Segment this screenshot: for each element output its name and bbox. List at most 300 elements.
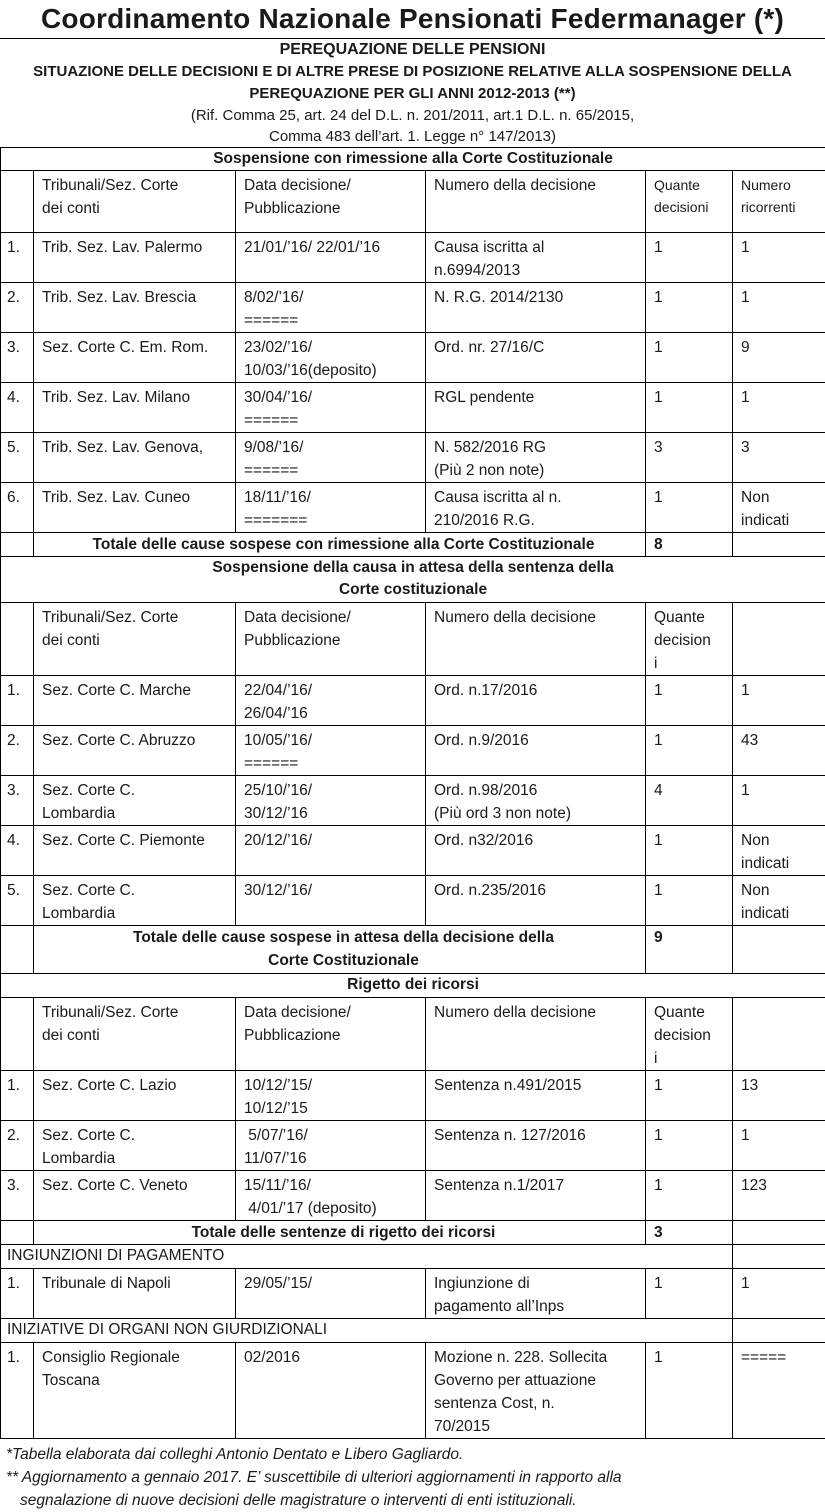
cell-text-line: Numero [741, 174, 825, 196]
table-cell: 1. [1, 233, 34, 283]
table-cell [236, 876, 426, 926]
table-cell: 1. [1, 1269, 34, 1319]
cell-text-line: Sentenza n.1/2017 [434, 1174, 645, 1197]
cell-text-line: Ord. n32/2016 [434, 829, 645, 852]
table-cell: 1 [646, 233, 733, 283]
table-cell: 2. [1, 1121, 34, 1171]
cell-text-line: Pubblicazione [244, 197, 425, 220]
section-1-total-row [1, 533, 825, 557]
table-cell [236, 676, 426, 726]
cell-text-line: decision [654, 1024, 732, 1047]
cell-text-line: 5/07/’16/ [244, 1124, 425, 1147]
cell-text-line: Sez. Corte C. Veneto [42, 1174, 235, 1197]
table-cell [733, 1221, 825, 1245]
table-cell: 1 [646, 726, 733, 776]
cell-text-line [434, 1197, 645, 1220]
table-cell [34, 776, 236, 826]
cell-text-line: Sez. Corte C. Em. Rom. [42, 336, 235, 359]
cell-text-line [42, 359, 235, 382]
cell-text-line [42, 509, 235, 532]
cell-text-line: 15/11/’16/ [244, 1174, 425, 1197]
table-cell [733, 926, 825, 974]
cell-text-line [741, 1097, 825, 1120]
cell-text-line: 8/02/’16/ [244, 286, 425, 309]
table-cell [236, 383, 426, 433]
cell-text-line: 10/03/’16(deposito) [244, 359, 425, 382]
cell-text-line: 10/12/’15/ [244, 1074, 425, 1097]
section-2-title [1, 557, 825, 603]
table-row [1, 776, 825, 826]
cell-text-line [741, 359, 825, 382]
col-header-number: Numero della decisione [426, 171, 646, 233]
table-cell: 1 [646, 483, 733, 533]
table-cell: 1 [646, 676, 733, 726]
cell-text-line [434, 309, 645, 332]
table-cell [426, 233, 646, 283]
table-cell: 4. [1, 826, 34, 876]
table-row [1, 826, 825, 876]
table-cell: 1 [646, 826, 733, 876]
cell-text-line: 1 [741, 386, 825, 409]
col-header-number: Numero della decisione [426, 603, 646, 676]
table-cell [34, 1121, 236, 1171]
table-cell [733, 1071, 825, 1121]
table-cell [34, 726, 236, 776]
table-row [1, 726, 825, 776]
table-cell: 4. [1, 383, 34, 433]
cell-text-line: Quante [654, 606, 732, 629]
cell-text-line [434, 702, 645, 725]
cell-text-line: 11/07/’16 [244, 1147, 425, 1170]
col-header-number: Numero della decisione [426, 998, 646, 1071]
cell-text-line: Trib. Sez. Lav. Milano [42, 386, 235, 409]
cell-text-line [434, 902, 645, 925]
section-4-title: INGIUNZIONI DI PAGAMENTO [1, 1245, 733, 1269]
cell-text-line: Sez. Corte C. Piemonte [42, 829, 235, 852]
section-1-title: Sospensione con rimessione alla Corte Costituzionale [1, 148, 825, 171]
cell-text-line: ====== [244, 409, 425, 432]
table-cell [733, 333, 825, 383]
cell-text-line: 210/2016 R.G. [434, 509, 645, 532]
cell-text-line: ====== [244, 752, 425, 775]
cell-text-line: Lombardia [42, 802, 235, 825]
reference-line-1: (Rif. Comma 25, art. 24 del D.L. n. 201/2011, art.1 D.L. n. 65/2015, [0, 105, 825, 126]
cell-text-line: Ord. n.98/2016 [434, 779, 645, 802]
cell-text-line: Ord. nr. 27/16/C [434, 336, 645, 359]
table-cell: 1. [1, 1343, 34, 1439]
table-cell [426, 1269, 646, 1319]
cell-text-line: ====== [244, 459, 425, 482]
cell-text-line: 25/10/’16/ [244, 779, 425, 802]
table-cell: 4 [646, 776, 733, 826]
section-4-title-row [1, 1245, 825, 1269]
cell-text-line: Ord. n.235/2016 [434, 879, 645, 902]
cell-text-line [434, 409, 645, 432]
section-3-total-row [1, 1221, 825, 1245]
table-row [1, 283, 825, 333]
section-1-total-label: Totale delle cause sospese con rimessione alla Corte Costituzionale [34, 533, 646, 557]
cell-text-line [244, 259, 425, 282]
col-header-tribunal [34, 603, 236, 676]
cell-text-line [434, 1147, 645, 1170]
col-header-date [236, 998, 426, 1071]
cell-text-line: Sez. Corte C. Abruzzo [42, 729, 235, 752]
cell-text-line [42, 459, 235, 482]
table-cell [34, 1171, 236, 1221]
table-cell: 1 [646, 383, 733, 433]
cell-text-line [42, 309, 235, 332]
heading-line-2: PEREQUAZIONE PER GLI ANNI 2012-2013 (**) [0, 83, 825, 105]
table-cell: 3. [1, 776, 34, 826]
cell-text-line: Tribunali/Sez. Corte [42, 606, 235, 629]
cell-text-line: Causa iscritta al [434, 236, 645, 259]
table-cell [426, 676, 646, 726]
table-row [1, 433, 825, 483]
section-3-title: Rigetto dei ricorsi [1, 974, 825, 998]
table-row [1, 676, 825, 726]
table-cell [733, 1171, 825, 1221]
cell-text-line: ricorrenti [741, 196, 825, 218]
cell-text-line [42, 409, 235, 432]
cell-text-line [741, 259, 825, 282]
table-cell [733, 1319, 825, 1343]
cell-text-line: Totale delle cause sospese in attesa della decisione della [42, 926, 645, 949]
cell-text-line: sentenza Cost, n. [434, 1392, 645, 1415]
table-cell [426, 1343, 646, 1439]
cell-text-line: 10/05/’16/ [244, 729, 425, 752]
table-cell [733, 483, 825, 533]
cell-text-line: Non [741, 879, 825, 902]
cell-text-line: 70/2015 [434, 1415, 645, 1438]
cell-text-line: Sentenza n. 127/2016 [434, 1124, 645, 1147]
cell-text-line: n.6994/2013 [434, 259, 645, 282]
cell-text-line: Sentenza n.491/2015 [434, 1074, 645, 1097]
cell-text-line: 13 [741, 1074, 825, 1097]
cell-text-line: Causa iscritta al n. [434, 486, 645, 509]
table-cell: 29/05/’15/ [236, 1269, 426, 1319]
cell-text-line: 9/08/’16/ [244, 436, 425, 459]
cell-text-line: Toscana [42, 1369, 235, 1392]
table-cell [1, 998, 34, 1071]
cell-text-line: Trib. Sez. Lav. Cuneo [42, 486, 235, 509]
table-cell [426, 433, 646, 483]
table-cell [733, 383, 825, 433]
section-5-title-row [1, 1319, 825, 1343]
cell-text-line: 30/12/’16 [244, 802, 425, 825]
section-2-header-row [1, 603, 825, 676]
table-cell: 1 [646, 1171, 733, 1221]
table-cell [426, 1121, 646, 1171]
table-cell [733, 776, 825, 826]
cell-text-line: Trib. Sez. Lav. Genova, [42, 436, 235, 459]
table-cell [426, 333, 646, 383]
cell-text-line: Data decisione/ [244, 174, 425, 197]
table-cell: 1 [646, 1121, 733, 1171]
table-row [1, 233, 825, 283]
col-header-date [236, 171, 426, 233]
cell-text-line: (Più 2 non note) [434, 459, 645, 482]
table-row [1, 333, 825, 383]
cell-text-line: Sez. Corte C. Marche [42, 679, 235, 702]
table-cell [426, 726, 646, 776]
cell-text-line: Ord. n.9/2016 [434, 729, 645, 752]
table-cell [1, 1221, 34, 1245]
table-cell: 5. [1, 433, 34, 483]
cell-text-line [434, 752, 645, 775]
table-cell [236, 776, 426, 826]
document-subtitle: PEREQUAZIONE DELLE PENSIONI [0, 39, 825, 61]
table-cell [733, 1121, 825, 1171]
cell-text-line: dei conti [42, 629, 235, 652]
table-cell: 02/2016 [236, 1343, 426, 1439]
cell-text-line [42, 702, 235, 725]
col-header-count [646, 171, 733, 233]
section-1-title-row [1, 148, 825, 171]
cell-text-line: 43 [741, 729, 825, 752]
table-cell: ===== [733, 1343, 825, 1439]
cell-text-line: indicati [741, 852, 825, 875]
cell-text-line: 30/04/’16/ [244, 386, 425, 409]
table-cell [236, 1171, 426, 1221]
footnotes [0, 1439, 825, 1512]
cell-text-line [741, 409, 825, 432]
footnote-2: ** Aggiornamento a gennaio 2017. E’ suscettibile di ulteriori aggiornamenti in rapporto alla [6, 1466, 825, 1489]
table-cell [34, 483, 236, 533]
table-cell [733, 233, 825, 283]
cell-text-line: Data decisione/ [244, 1001, 425, 1024]
table-cell [236, 1071, 426, 1121]
table-cell: 1 [646, 876, 733, 926]
cell-text-line: Consiglio Regionale [42, 1346, 235, 1369]
cell-text-line: Lombardia [42, 1147, 235, 1170]
decisions-table [0, 147, 825, 1439]
table-cell [236, 233, 426, 283]
cell-text-line [741, 702, 825, 725]
cell-text-line: 21/01/’16/ 22/01/’16 [244, 236, 425, 259]
table-row [1, 483, 825, 533]
cell-text-line: N. 582/2016 RG [434, 436, 645, 459]
cell-text-line: 4/01/’17 (deposito) [244, 1197, 425, 1220]
table-cell [236, 1121, 426, 1171]
table-cell [733, 283, 825, 333]
table-cell [1, 926, 34, 974]
cell-text-line: indicati [741, 902, 825, 925]
table-cell [733, 533, 825, 557]
cell-text-line [741, 752, 825, 775]
cell-text-line: 23/02/’16/ [244, 336, 425, 359]
section-3-total-value: 3 [646, 1221, 733, 1245]
heading-line-1: SITUAZIONE DELLE DECISIONI E DI ALTRE PRESE DI POSIZIONE RELATIVE ALLA SOSPENSIONE DELLA [0, 61, 825, 83]
cell-text-line: 1 [741, 286, 825, 309]
table-row [1, 1121, 825, 1171]
cell-text-line: Trib. Sez. Lav. Brescia [42, 286, 235, 309]
reference-line-2: Comma 483 dell’art. 1. Legge n° 147/2013) [0, 126, 825, 147]
col-header-date [236, 603, 426, 676]
cell-text-line: Corte Costituzionale [42, 949, 645, 972]
table-row [1, 876, 825, 926]
table-cell [733, 676, 825, 726]
cell-text-line: 22/04/’16/ [244, 679, 425, 702]
cell-text-line: ======= [244, 509, 425, 532]
cell-text-line: 20/12/’16/ [244, 829, 425, 852]
section-2-total-label [34, 926, 646, 974]
cell-text-line [42, 1097, 235, 1120]
table-cell: 1 [646, 333, 733, 383]
table-cell [1, 171, 34, 233]
table-cell [426, 876, 646, 926]
cell-text-line: RGL pendente [434, 386, 645, 409]
table-cell: 3 [646, 433, 733, 483]
footnote-2-continued: segnalazione di nuove decisioni delle magistrature o interventi di enti istituzionali. [6, 1489, 825, 1512]
cell-text-line: 1 [741, 779, 825, 802]
cell-text-line: decision [654, 629, 732, 652]
table-cell [426, 1171, 646, 1221]
col-header-count [646, 998, 733, 1071]
table-cell: 2. [1, 726, 34, 776]
table-cell [733, 726, 825, 776]
cell-text-line: 30/12/’16/ [244, 879, 425, 902]
table-cell [733, 876, 825, 926]
table-cell [236, 826, 426, 876]
table-cell [733, 433, 825, 483]
col-header-tribunal [34, 171, 236, 233]
table-row [1, 1343, 825, 1439]
cell-text-line [434, 852, 645, 875]
table-cell [1, 533, 34, 557]
table-cell [426, 826, 646, 876]
table-cell [34, 1343, 236, 1439]
cell-text-line [741, 309, 825, 332]
cell-text-line [434, 359, 645, 382]
section-3-total-label: Totale delle sentenze di rigetto dei ricorsi [34, 1221, 646, 1245]
col-header-tribunal [34, 998, 236, 1071]
table-cell [34, 383, 236, 433]
table-cell [34, 876, 236, 926]
cell-text-line: Pubblicazione [244, 1024, 425, 1047]
cell-text-line [42, 852, 235, 875]
section-5-title: INIZIATIVE DI ORGANI NON GIURDIZIONALI [1, 1319, 733, 1343]
cell-text-line: pagamento all’Inps [434, 1295, 645, 1318]
section-1-total-value: 8 [646, 533, 733, 557]
cell-text-line: 1 [741, 1124, 825, 1147]
cell-text-line: indicati [741, 509, 825, 532]
table-cell [426, 483, 646, 533]
cell-text-line: Pubblicazione [244, 629, 425, 652]
cell-text-line: Sez. Corte C. [42, 1124, 235, 1147]
table-cell [236, 333, 426, 383]
table-cell [34, 233, 236, 283]
cell-text-line: 9 [741, 336, 825, 359]
cell-text-line: Tribunali/Sez. Corte [42, 1001, 235, 1024]
table-cell [236, 433, 426, 483]
table-cell [34, 1071, 236, 1121]
table-cell: 5. [1, 876, 34, 926]
cell-text-line: Lombardia [42, 902, 235, 925]
cell-text-line: i [654, 1047, 732, 1070]
table-cell [236, 283, 426, 333]
cell-text-line: Sez. Corte C. [42, 779, 235, 802]
col-header-applicants [733, 171, 825, 233]
cell-text-line [244, 902, 425, 925]
cell-text-line: Corte costituzionale [1, 579, 825, 601]
cell-text-line: 1 [741, 679, 825, 702]
col-header-count [646, 603, 733, 676]
cell-text-line [244, 852, 425, 875]
table-cell [426, 776, 646, 826]
cell-text-line [42, 1197, 235, 1220]
cell-text-line: Sez. Corte C. Lazio [42, 1074, 235, 1097]
table-cell: 1. [1, 1071, 34, 1121]
section-3-header-row [1, 998, 825, 1071]
table-cell [34, 283, 236, 333]
table-cell: 1 [733, 1269, 825, 1319]
table-row [1, 1171, 825, 1221]
cell-text-line [741, 1197, 825, 1220]
cell-text-line: ====== [244, 309, 425, 332]
table-cell [236, 483, 426, 533]
section-2-title-row [1, 557, 825, 603]
table-cell [733, 1245, 825, 1269]
table-cell [733, 826, 825, 876]
cell-text-line: (Più ord 3 non note) [434, 802, 645, 825]
cell-text-line: Non [741, 829, 825, 852]
cell-text-line: Ord. n.17/2016 [434, 679, 645, 702]
table-cell: 1. [1, 676, 34, 726]
cell-text-line: Tribunali/Sez. Corte [42, 174, 235, 197]
cell-text-line: 123 [741, 1174, 825, 1197]
cell-text-line: 3 [741, 436, 825, 459]
footnote-1: *Tabella elaborata dai colleghi Antonio Dentato e Libero Gagliardo. [6, 1443, 825, 1466]
table-cell [733, 998, 825, 1071]
cell-text-line: Mozione n. 228. Sollecita [434, 1346, 645, 1369]
cell-text-line: Sez. Corte C. [42, 879, 235, 902]
table-cell [426, 283, 646, 333]
cell-text-line [434, 1097, 645, 1120]
table-cell [1, 603, 34, 676]
section-1-header-row [1, 171, 825, 233]
table-cell: Tribunale di Napoli [34, 1269, 236, 1319]
table-cell: 6. [1, 483, 34, 533]
table-cell [34, 433, 236, 483]
cell-text-line: Trib. Sez. Lav. Palermo [42, 236, 235, 259]
section-3-title-row [1, 974, 825, 998]
table-cell: 2. [1, 283, 34, 333]
cell-text-line: dei conti [42, 197, 235, 220]
table-cell: 1 [646, 1071, 733, 1121]
table-cell [236, 726, 426, 776]
table-row [1, 1071, 825, 1121]
cell-text-line [741, 1147, 825, 1170]
table-cell: 1 [646, 1343, 733, 1439]
table-cell: 3. [1, 333, 34, 383]
table-cell: 1 [646, 1269, 733, 1319]
table-cell [34, 676, 236, 726]
cell-text-line: N. R.G. 2014/2130 [434, 286, 645, 309]
cell-text-line: Quante [654, 1001, 732, 1024]
cell-text-line: Ingiunzione di [434, 1272, 645, 1295]
cell-text-line: decisioni [654, 196, 732, 218]
cell-text-line [741, 459, 825, 482]
cell-text-line: Sospensione della causa in attesa della sentenza della [1, 557, 825, 579]
table-row [1, 383, 825, 433]
table-cell [426, 1071, 646, 1121]
cell-text-line: dei conti [42, 1024, 235, 1047]
cell-text-line: Data decisione/ [244, 606, 425, 629]
cell-text-line: 10/12/’15 [244, 1097, 425, 1120]
cell-text-line [741, 802, 825, 825]
cell-text-line: 18/11/’16/ [244, 486, 425, 509]
cell-text-line: Governo per attuazione [434, 1369, 645, 1392]
